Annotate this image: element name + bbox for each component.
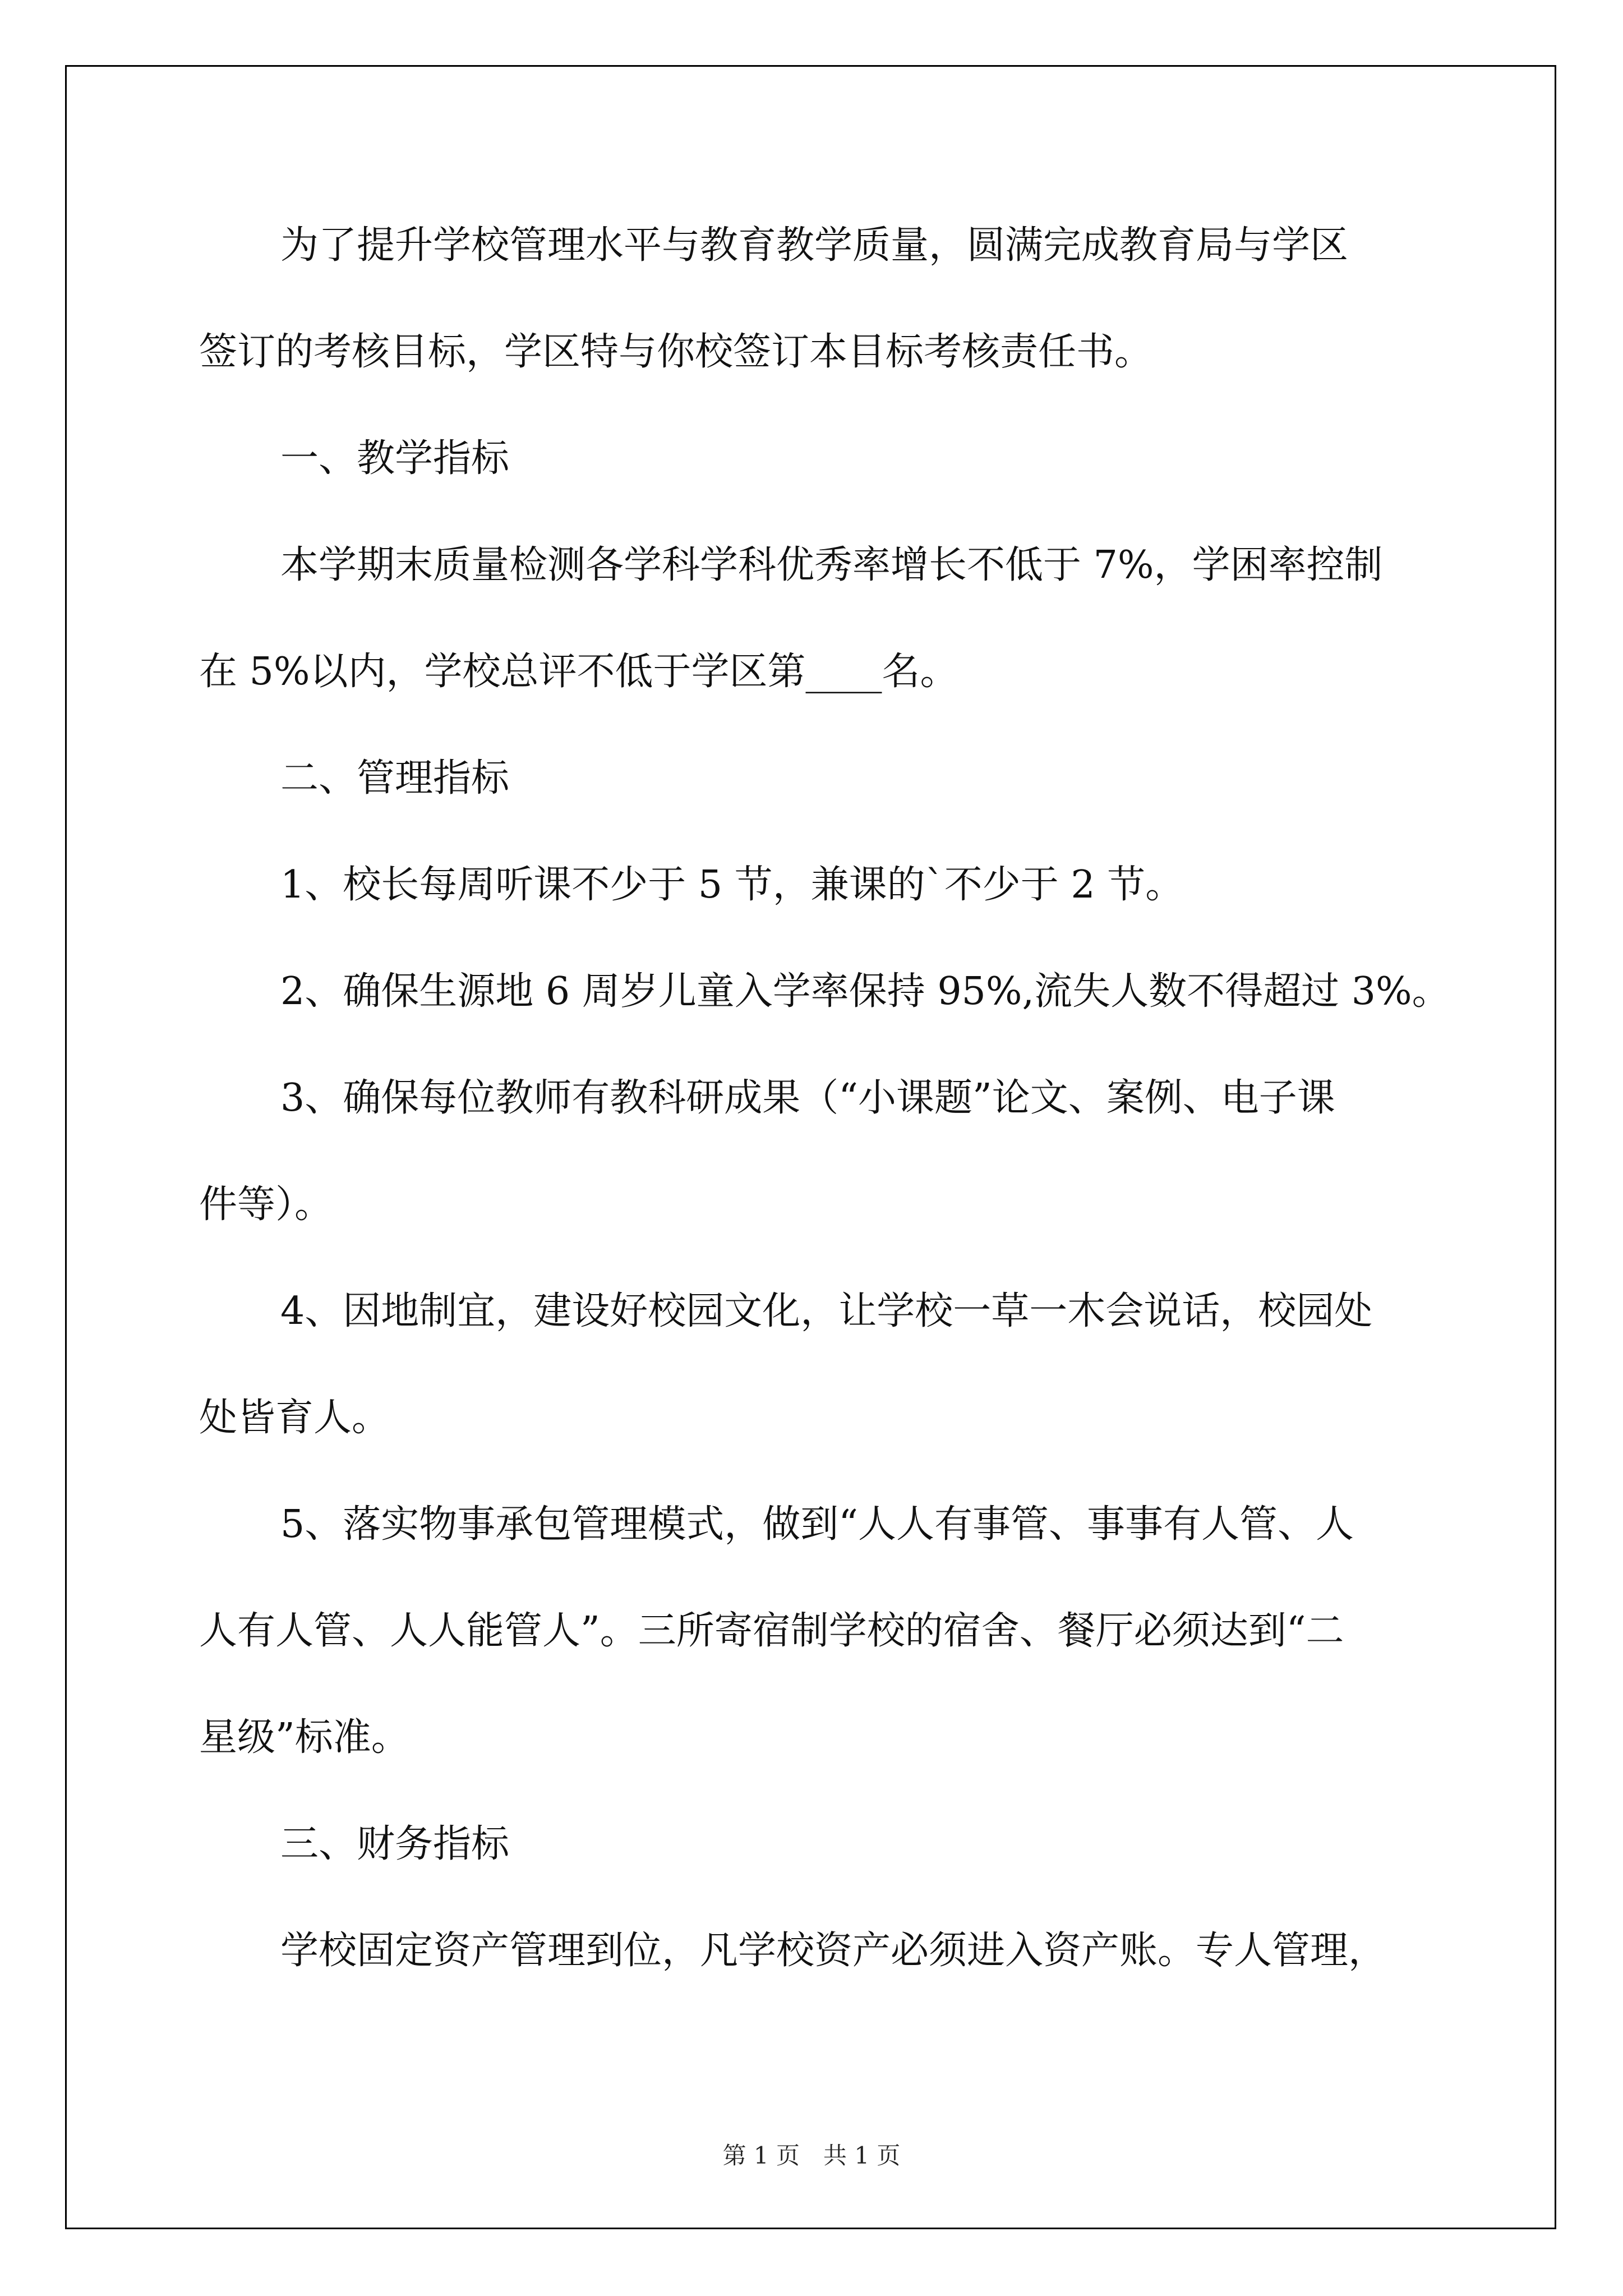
- list-item-5-line-2: 人有人管、人人能管人”。三所寄宿制学校的宿舍、餐厅必须达到“二: [199, 1609, 1344, 1653]
- list-item-5-line-3: 星级”标准。: [199, 1715, 409, 1760]
- paragraph-teaching-line-2: 在 5%以内，学校总评不低于学区第____名。: [199, 650, 958, 694]
- page-border: [65, 65, 1556, 2229]
- paragraph-finance-line-1: 学校固定资产管理到位，凡学校资产必须进入资产账。专人管理，: [280, 1929, 1387, 1973]
- paragraph-teaching-line-1: 本学期末质量检测各学科学科优秀率增长不低于 7%，学困率控制: [280, 543, 1383, 587]
- paragraph-intro-line-1: 为了提升学校管理水平与教育教学质量，圆满完成教育局与学区: [280, 223, 1349, 268]
- list-item-2: 2、确保生源地 6 周岁儿童入学率保持 95%,流失人数不得超过 3%。: [280, 969, 1450, 1014]
- list-item-5-line-1: 5、落实物事承包管理模式，做到“人人有事管、事事有人管、人: [280, 1502, 1354, 1547]
- section-heading-management: 二、管理指标: [280, 756, 510, 800]
- list-item-4-line-2: 处皆育人。: [199, 1396, 390, 1440]
- list-item-3-line-2: 件等）。: [199, 1182, 333, 1227]
- list-item-1: 1、校长每周听课不少于 5 节，兼课的`不少于 2 节。: [280, 863, 1184, 907]
- section-heading-teaching: 一、教学指标: [280, 436, 510, 481]
- paragraph-intro-line-2: 签订的考核目标，学区特与你校签订本目标考核责任书。: [199, 330, 1153, 374]
- list-item-3-line-1: 3、确保每位教师有教科研成果（“小课题”论文、案例、电子课: [280, 1076, 1335, 1120]
- list-item-4-line-1: 4、因地制宜，建设好校园文化，让学校一草一木会说话，校园处: [280, 1289, 1373, 1333]
- page-number-footer: 第 1 页 共 1 页: [722, 2142, 901, 2169]
- section-heading-finance: 三、财务指标: [280, 1822, 510, 1866]
